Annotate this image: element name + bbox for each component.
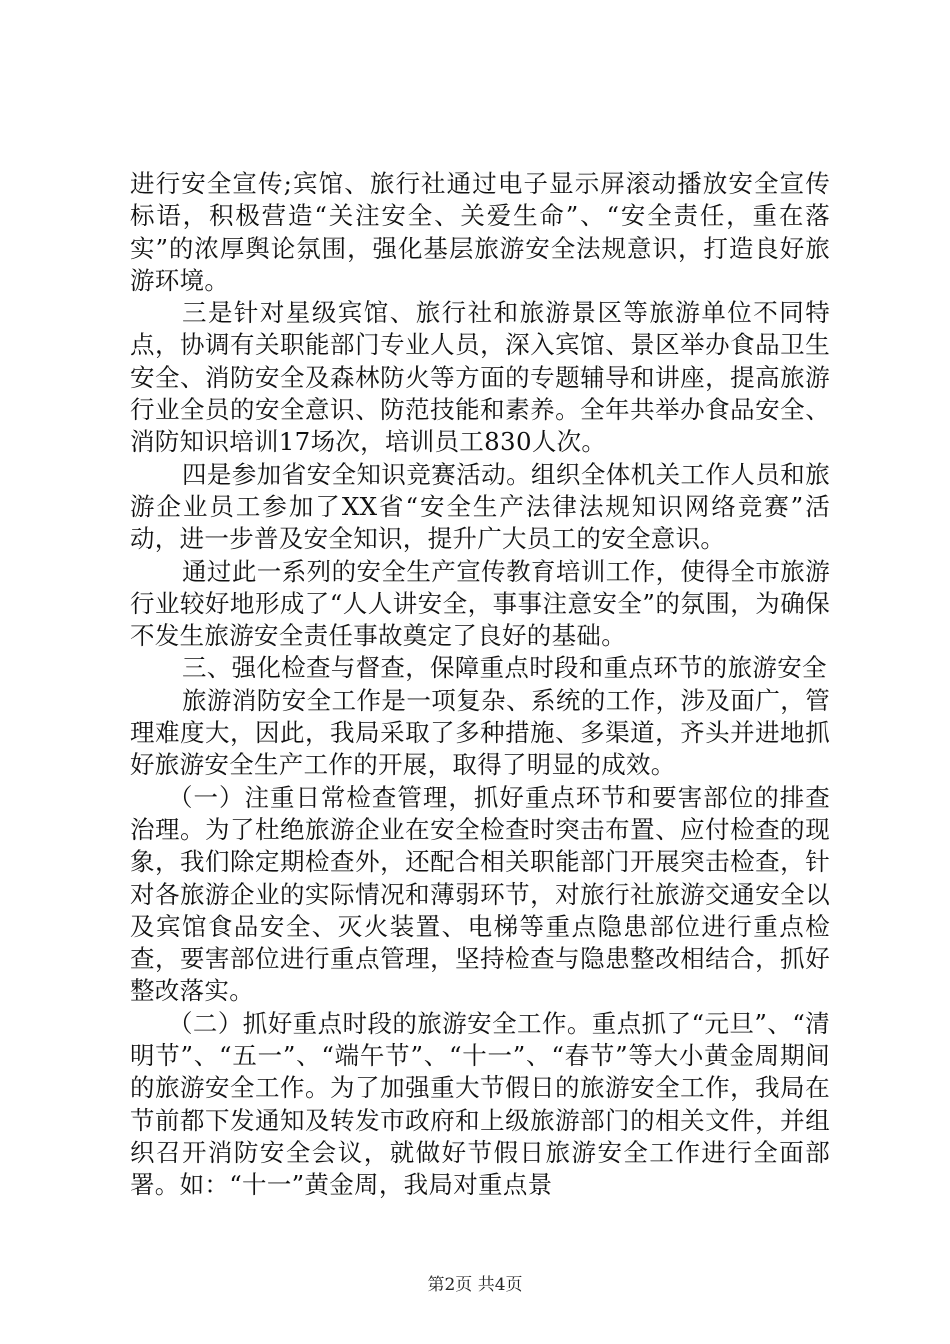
paragraph-6: （一）注重日常检查管理，抓好重点环节和要害部位的排查治理。为了杜绝旅游企业在安全检查时突击布置、应付检查的现象，我们除定期检查外，还配合相关职能部门开展突击检查，针对各旅游企业的实际情况和薄弱环节，对旅行社旅游交通安全以及宾馆食品安全、灭火装置、电梯等重点隐患部位进行重点检查，要害部位进行重点管理，坚持检查与隐患整改相结合，抓好整改落实。 <box>130 782 830 1006</box>
paragraph-3: 四是参加省安全知识竞赛活动。组织全体机关工作人员和旅游企业员工参加了XX省“安全生产法律法规知识网络竞赛”活动，进一步普及安全知识，提升广大员工的安全意识。 <box>130 459 830 554</box>
paragraph-7: （二）抓好重点时段的旅游安全工作。重点抓了“元旦”、“清明节”、“五一”、“端午节”、“十一”、“春节”等大小黄金周期间的旅游安全工作。为了加强重大节假日的旅游安全工作，我局在节前都下发通知及转发市政府和上级旅游部门的相关文件，并组织召开消防安全会议，就做好节假日旅游安全工作进行全面部署。如：“十一”黄金周，我局对重点景 <box>130 1008 830 1200</box>
page-footer: 第2页 共4页 <box>427 1275 523 1295</box>
paragraph-1: 进行安全宣传;宾馆、旅行社通过电子显示屏滚动播放安全宣传标语，积极营造“关注安全、关爱生命”、“安全责任，重在落实”的浓厚舆论氛围，强化基层旅游安全法规意识，打造良好旅游环境。 <box>130 169 831 295</box>
section-heading: 三、强化检查与督查，保障重点时段和重点环节的旅游安全 <box>182 653 827 683</box>
paragraph-2: 三是针对星级宾馆、旅行社和旅游景区等旅游单位不同特点，协调有关职能部门专业人员，深入宾馆、景区举办食品卫生安全、消防安全及森林防火等方面的专题辅导和讲座，提高旅游行业全员的安全意识、防范技能和素养。全年共举办食品安全、消防知识培训17场次，培训员工830人次。 <box>130 298 830 457</box>
paragraph-5: 旅游消防安全工作是一项复杂、系统的工作，涉及面广，管理难度大，因此，我局采取了多种措施、多渠道，齐头并进地抓好旅游安全生产工作的开展，取得了明显的成效。 <box>130 685 830 780</box>
paragraph-4: 通过此一系列的安全生产宣传教育培训工作，使得全市旅游行业较好地形成了“人人讲安全，事事注意安全”的氛围，为确保不发生旅游安全责任事故奠定了良好的基础。 <box>130 556 830 651</box>
document-body <box>130 168 830 1202</box>
